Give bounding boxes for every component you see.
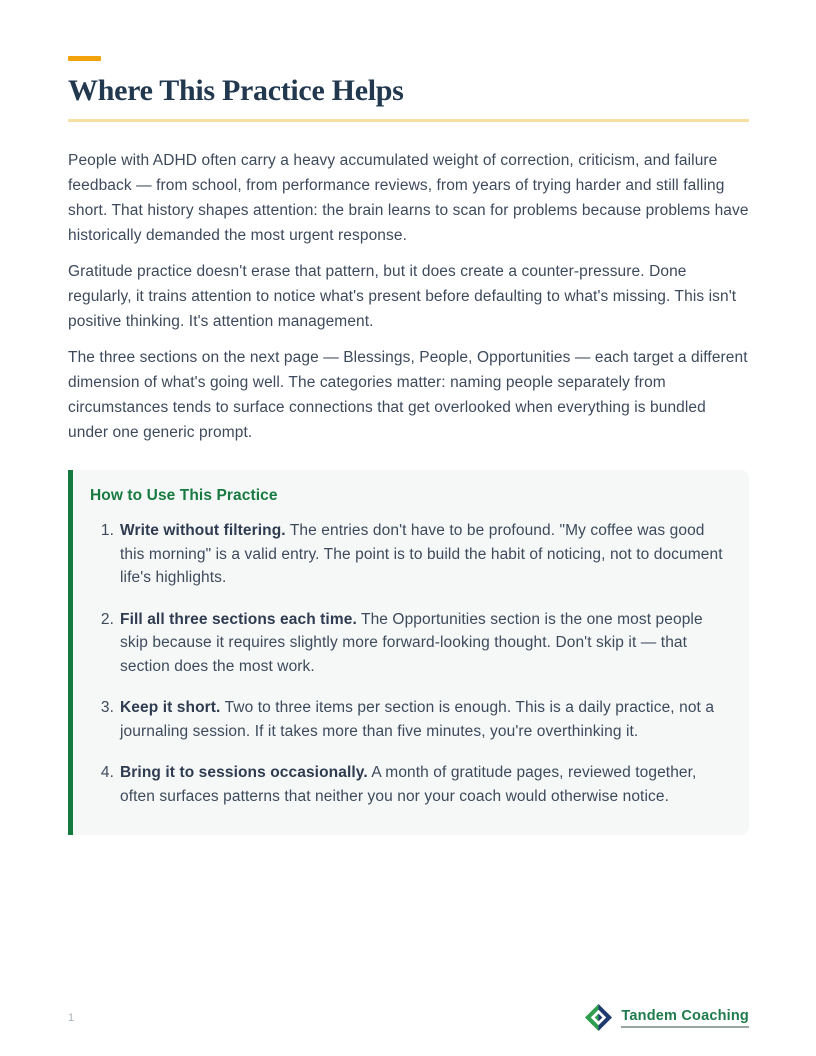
list-item-lead: Keep it short. bbox=[120, 699, 221, 716]
page-number: 1 bbox=[68, 1011, 75, 1024]
list-item-text: The Opportunities section is the one most people skip because it requires slightly more forward-looking thought. Don't skip it — that section does the most work. bbox=[120, 610, 703, 675]
list-item-lead: Fill all three sections each time. bbox=[120, 610, 357, 628]
accent-bar bbox=[68, 56, 101, 61]
list-item-body bbox=[120, 519, 729, 590]
list-item-number: 2. bbox=[100, 610, 114, 628]
title-underline-rule bbox=[68, 119, 749, 122]
list-item-bring-to-sessions bbox=[98, 761, 729, 808]
callout-box bbox=[68, 470, 749, 835]
brand-logo bbox=[584, 1003, 749, 1032]
list-item-text: A month of gratitude pages, reviewed together, often surfaces patterns that neither you nor your coach would otherwise notice. bbox=[120, 764, 697, 805]
list-item-number: 1. bbox=[100, 522, 114, 539]
list-item-lead: Write without filtering. bbox=[120, 522, 286, 539]
tandem-diamond-icon bbox=[584, 1003, 613, 1032]
list-item-write-without-filtering bbox=[98, 519, 729, 590]
list-item-keep-it-short bbox=[98, 696, 729, 743]
page-title: Where This Practice Helps bbox=[68, 74, 404, 107]
paragraph-adhd-feedback: People with ADHD often carry a heavy accumulated weight of correction, criticism, and failure feedback — from school, from performance reviews, from years of trying harder and still falling short. That history shapes attention: the brain learns to scan for problems because problems have historically demanded the most urgent response. bbox=[68, 152, 749, 244]
page-footer bbox=[68, 1003, 749, 1032]
paragraph-counter-pressure: Gratitude practice doesn't erase that pattern, but it does create a counter-pressure. Done regularly, it trains attention to notice what's present before defaulting to what's missing. This isn't positive thinking. It's attention management. bbox=[68, 263, 737, 330]
paragraph-three-sections: The three sections on the next page — Blessings, People, Opportunities — each target a different dimension of what's going well. The categories matter: naming people separately from circumstances tends to surface connections that get overlooked when everything is bundled under one generic prompt. bbox=[68, 349, 748, 441]
callout-list bbox=[90, 519, 729, 808]
callout-heading: How to Use This Practice bbox=[90, 487, 278, 504]
list-item-body bbox=[120, 608, 729, 679]
list-item-number: 3. bbox=[100, 699, 114, 716]
list-item-number: 4. bbox=[100, 764, 114, 781]
list-item-text: Two to three items per section is enough. This is a daily practice, not a journaling session. If it takes more than five minutes, you're overthinking it. bbox=[120, 699, 715, 740]
list-item-body bbox=[120, 696, 729, 743]
list-item-fill-all-sections bbox=[98, 608, 729, 679]
page-content bbox=[0, 56, 816, 835]
list-item-body bbox=[120, 761, 729, 808]
brand-name: Tandem Coaching bbox=[621, 1008, 749, 1028]
list-item-lead: Bring it to sessions occasionally. bbox=[120, 764, 368, 781]
list-item-text: The entries don't have to be profound. "My coffee was good this morning" is a valid entry. The point is to build the habit of noticing, not to document life's highlights. bbox=[120, 522, 723, 586]
